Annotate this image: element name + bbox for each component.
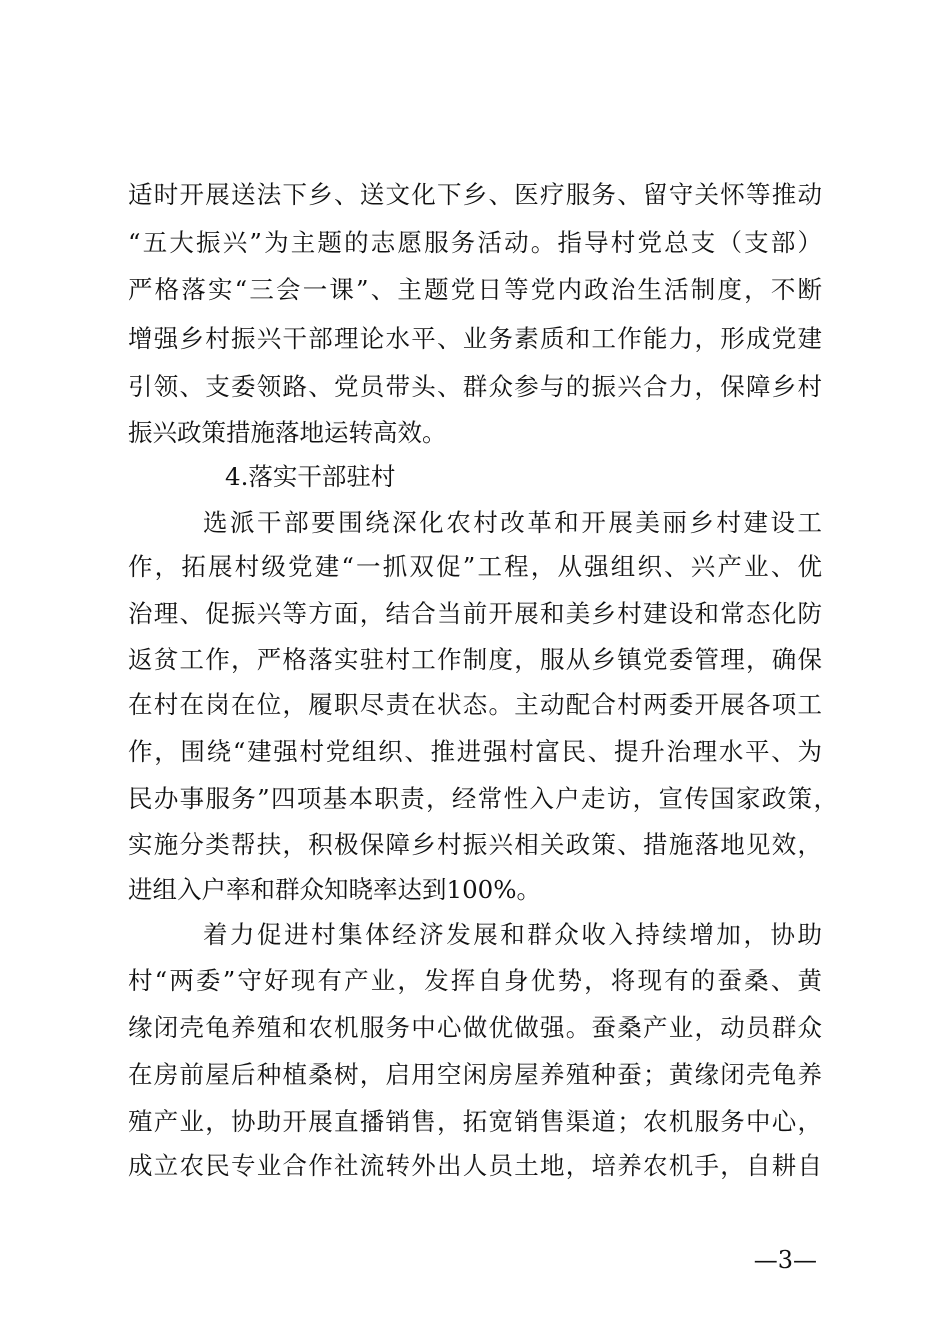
section-heading: 4.落实干部驻村 (225, 462, 396, 491)
text-line: 在房前屋后种植桑树，启用空闲房屋养殖种蚕；黄缘闭壳龟养 (128, 1060, 822, 1089)
text-line: 选派干部要围绕深化农村改革和开展美丽乡村建设工 (203, 508, 822, 537)
text-line: 治理、促振兴等方面，结合当前开展和美乡村建设和常态化防 (128, 599, 822, 628)
text-line: 返贫工作，严格落实驻村工作制度，服从乡镇党委管理，确保 (128, 645, 822, 674)
text-line: 殖产业，协助开展直播销售，拓宽销售渠道；农机服务中心， (128, 1107, 822, 1136)
text-line: 作，拓展村级党建“一抓双促”工程，从强组织、兴产业、优 (128, 552, 822, 581)
text-line: 严格落实“三会一课”、主题党日等党内政治生活制度，不断 (128, 275, 822, 304)
text-line: 在村在岗在位，履职尽责在状态。主动配合村两委开展各项工 (128, 690, 822, 719)
text-line: 适时开展送法下乡、送文化下乡、医疗服务、留守关怀等推动 (128, 180, 822, 209)
text-line: 增强乡村振兴干部理论水平、业务素质和工作能力，形成党建 (128, 324, 822, 353)
text-line: “五大振兴”为主题的志愿服务活动。指导村党总支（支部） (128, 228, 822, 257)
text-line: 村“两委”守好现有产业，发挥自身优势，将现有的蚕桑、黄 (128, 966, 822, 995)
text-line: 进组入户率和群众知晓率达到100%。 (128, 875, 542, 904)
page-number: —3— (753, 1246, 817, 1274)
text-line: 民办事服务”四项基本职责，经常性入户走访，宣传国家政策， (128, 784, 838, 813)
text-line: 振兴政策措施落地运转高效。 (128, 418, 447, 447)
text-line: 成立农民专业合作社流转外出人员土地，培养农机手，自耕自 (128, 1151, 822, 1180)
text-line: 缘闭壳龟养殖和农机服务中心做优做强。蚕桑产业，动员群众 (128, 1013, 822, 1042)
text-line: 引领、支委领路、党员带头、群众参与的振兴合力，保障乡村 (128, 372, 822, 401)
text-line: 实施分类帮扶，积极保障乡村振兴相关政策、措施落地见效， (128, 830, 822, 859)
text-line: 着力促进村集体经济发展和群众收入持续增加，协助 (203, 920, 822, 949)
text-line: 作，围绕“建强村党组织、推进强村富民、提升治理水平、为 (128, 737, 822, 766)
